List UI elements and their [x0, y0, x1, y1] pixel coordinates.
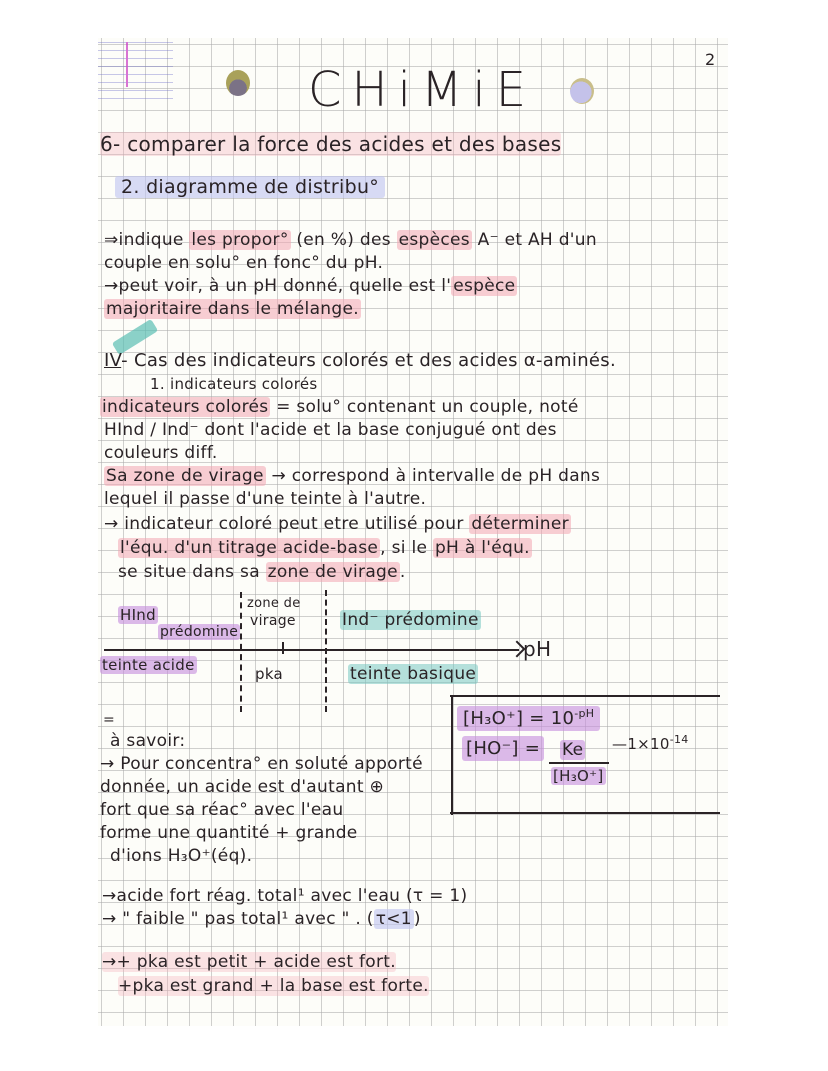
text-line: indicateurs colorés = solu° contenant un couple, noté	[102, 397, 579, 417]
text-line: → indicateur coloré peut etre utilisé pour déterminer	[104, 514, 569, 534]
text-line: forme une quantité + grande	[100, 823, 358, 843]
text-line: ⇒indique les propor° (en %) des espèces A⁻ et AH d'un	[104, 230, 597, 250]
formula-ho-lhs: [HO⁻] =	[462, 738, 544, 759]
text-line: +pka est grand + la base est forte.	[118, 976, 429, 996]
zone-boundary-left	[240, 592, 242, 712]
formula-h3o: $[H_3O^+] = 10^{-pH}$	[457, 707, 600, 729]
text-line: HInd / Ind⁻ dont l'acide et la base conjugué ont des	[104, 420, 557, 440]
text-line: couple en solu° en fonc° du pH.	[104, 253, 384, 273]
section-6-heading	[100, 132, 561, 156]
hind-predomine-label: prédomine	[160, 624, 239, 640]
text-line: →+ pka est petit + acide est fort.	[102, 952, 396, 972]
punch-hole-right	[570, 78, 594, 104]
section-6-heading-text: 6- comparer la force des acides et des bases	[100, 132, 562, 156]
fraction-bar	[549, 762, 609, 764]
text-line: →acide fort réag. total¹ avec l'eau (τ = 1)	[102, 886, 468, 906]
formula-h3o-denominator: [H₃O⁺]	[553, 767, 604, 785]
pka-tick	[282, 642, 284, 654]
teinte-basique-label: teinte basique	[350, 664, 477, 684]
text-line: fort que sa réac° avec l'eau	[100, 800, 344, 820]
text-line: se situe dans sa zone de virage .	[118, 562, 406, 582]
text-line: Sa zone de virage → correspond à intervalle de pH dans	[106, 466, 601, 486]
punch-hole-left	[226, 70, 250, 96]
ph-axis-label: pH	[523, 637, 552, 661]
text-line: d'ions H₃O⁺(éq).	[110, 846, 253, 866]
text-line: →peut voir, à un pH donné, quelle est l' espèce	[104, 276, 516, 296]
text-line: donnée, un acide est d'autant ⊕	[100, 777, 385, 797]
page-title: CHiMiE	[308, 62, 537, 118]
ph-axis	[104, 649, 519, 651]
double-line-mark: =	[103, 712, 116, 728]
margin-tab-decoration	[98, 42, 173, 102]
hind-label: HInd	[120, 606, 156, 624]
ind-predomine-label: Ind⁻ prédomine	[342, 610, 479, 630]
text-line: lequel il passe d'une teinte à l'autre.	[104, 489, 427, 509]
text-line: → Pour concentra° en soluté apporté	[100, 754, 423, 774]
text-line: couleurs diff.	[104, 443, 218, 463]
zone-label-1: zone de	[247, 596, 301, 611]
text-line: l'équ. d'un titrage acide-base , si le pH à l'équ.	[120, 538, 530, 558]
zone-label-2: virage	[250, 613, 296, 629]
section-4-subheading: 1. indicateurs colorés	[150, 375, 318, 393]
pka-label: pka	[255, 665, 284, 683]
formula-ke: Ke	[562, 740, 584, 760]
ke-value-note: $—1\times 10^{-14}$	[612, 733, 689, 753]
text-line: → " faible " pas total¹ avec " . ( τ<1 )	[102, 909, 421, 929]
section-6-subheading: 2. diagramme de distribu°	[115, 176, 385, 198]
zone-boundary-right	[325, 590, 327, 712]
text-line: majoritaire dans le mélange.	[106, 299, 359, 319]
teinte-acide-label: teinte acide	[102, 656, 195, 674]
page-number: 2	[705, 50, 716, 69]
a-savoir-heading: à savoir:	[110, 731, 186, 751]
section-4-heading: IV- Cas des indicateurs colorés et des acides α-aminés.	[104, 350, 616, 371]
